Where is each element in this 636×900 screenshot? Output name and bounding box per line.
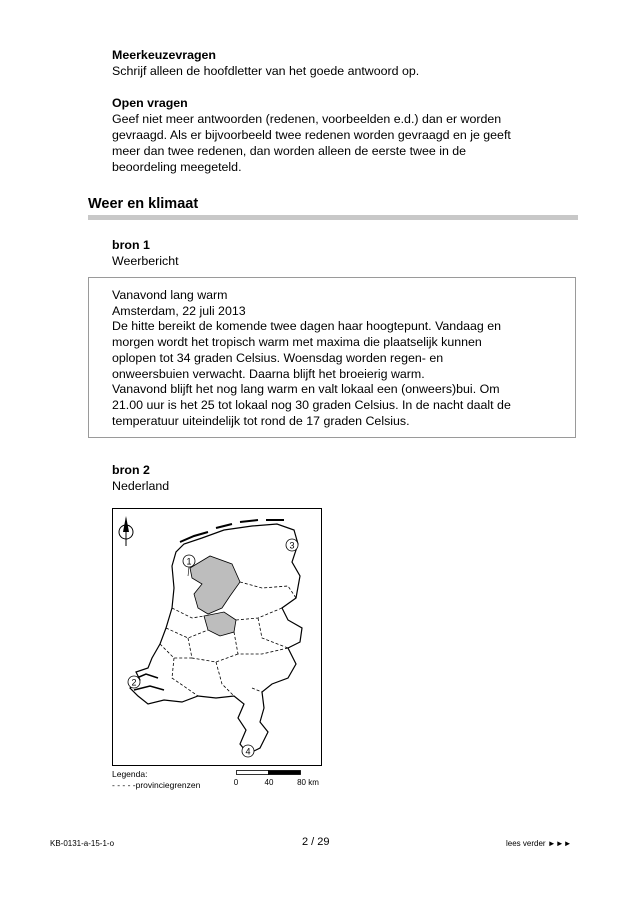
scale-segment-white: [237, 771, 269, 775]
page-number: 2 / 29: [302, 836, 330, 848]
scale-segment-black: [269, 771, 301, 775]
exam-code: KB-0131-a-15-1-o: [50, 839, 115, 848]
source-2-subtitle: Nederland: [112, 479, 170, 493]
report-line: Vanavond blijft het nog lang warm en valt lokaal een (onweers)bui. Om: [112, 382, 500, 397]
mc-title: Meerkeuzevragen: [112, 48, 216, 62]
report-line: morgen wordt het tropisch warm met maxima die plaatselijk kunnen: [112, 335, 482, 350]
continue-label: lees verder ►►►: [506, 839, 572, 848]
weather-report-text: [112, 288, 562, 429]
open-line: meer dan twee redenen, dan worden alleen de eerste twee in de: [112, 144, 467, 158]
open-line: Geef niet meer antwoorden (redenen, voorbeelden e.d.) dan er worden: [112, 112, 502, 126]
legend-item-label: provinciegrenzen: [135, 780, 201, 790]
source-2-header: [112, 462, 572, 494]
map-scale-bar: [232, 769, 332, 791]
marker-3-label: 3: [289, 540, 295, 551]
open-questions-instructions: [112, 95, 572, 175]
marker-4-label: 4: [245, 746, 251, 757]
open-title: Open vragen: [112, 96, 188, 110]
source-1-subtitle: Weerbericht: [112, 254, 179, 268]
report-line: Amsterdam, 22 juli 2013: [112, 303, 246, 318]
source-1-label: bron 1: [112, 238, 150, 252]
report-line: 21.00 uur is het 25 tot lokaal nog 30 graden Celsius. In de nacht daalt de: [112, 397, 511, 412]
weather-report-box: [88, 277, 576, 438]
map-marker-2-icon: [128, 676, 140, 688]
section-divider: [88, 215, 578, 220]
source-1-header: [112, 237, 572, 269]
scale-label-80: 80 km: [297, 778, 319, 787]
source-2-label: bron 2: [112, 463, 150, 477]
map-marker-3-icon: [286, 539, 298, 551]
dashed-line-icon: - - - - -: [112, 780, 136, 790]
marker-1-label: 1: [186, 556, 192, 567]
open-line: gevraagd. Als er bijvoorbeeld twee redenen worden gevraagd en je geeft: [112, 128, 511, 142]
report-line: temperatuur uiteindelijk tot rond de 17 graden Celsius.: [112, 413, 410, 428]
marker-2-label: 2: [131, 677, 137, 688]
section-title: Weer en klimaat: [88, 196, 199, 212]
report-line: Vanavond lang warm: [112, 288, 228, 302]
scale-label-40: 40: [264, 778, 274, 787]
map-marker-4-icon: [242, 745, 254, 757]
report-line: onweersbuien verwacht. Daarna blijft het broeierig warm.: [112, 366, 425, 381]
legend-item: [112, 780, 200, 791]
netherlands-map: [112, 508, 322, 766]
map-legend: [112, 769, 200, 791]
report-line: De hitte bereikt de komende twee dagen haar hoogtepunt. Vandaag en: [112, 319, 501, 334]
scale-label-0: 0: [233, 778, 239, 787]
multiple-choice-instructions: [112, 47, 572, 79]
open-line: beoordeling meegeteld.: [112, 160, 242, 174]
mc-text: Schrijf alleen de hoofdletter van het goede antwoord op.: [112, 64, 420, 78]
report-line: oplopen tot 34 graden Celsius. Woensdag worden regen- en: [112, 350, 444, 365]
legend-title: Legenda:: [112, 769, 148, 779]
